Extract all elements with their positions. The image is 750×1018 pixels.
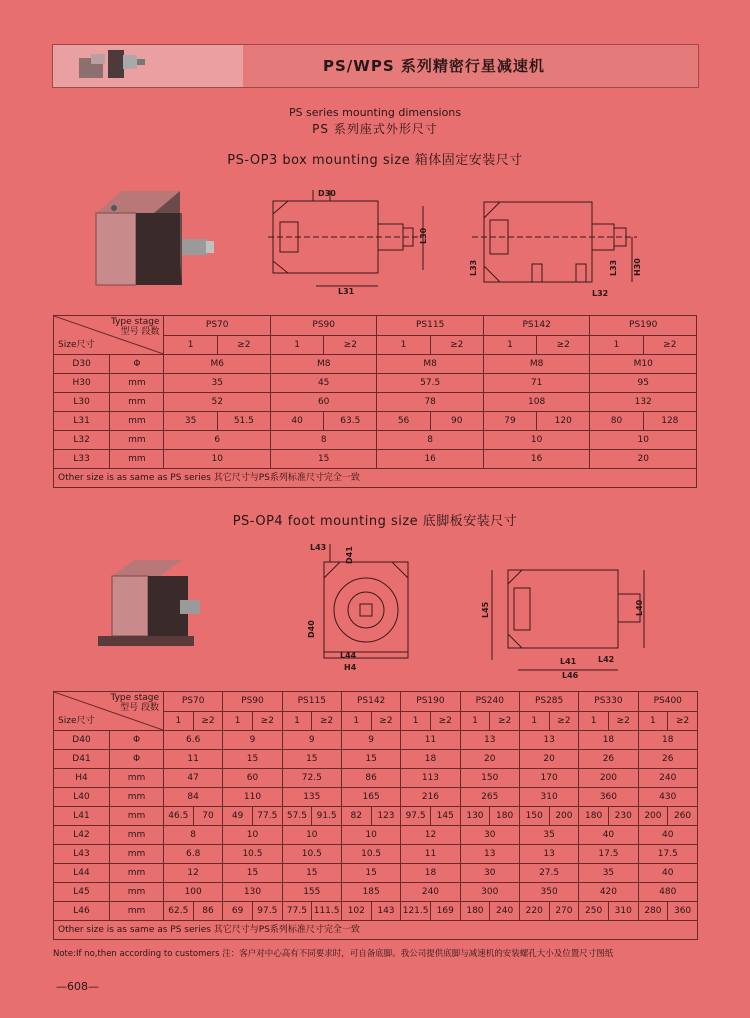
page-number: —608— [56, 980, 99, 993]
value-cell: 185 [341, 883, 400, 902]
value-cell: 16 [483, 450, 589, 469]
value-cell: 52 [164, 393, 270, 412]
value-cell: 97.5 [252, 902, 282, 921]
op4-size-table [53, 691, 698, 940]
value-cell: 200 [549, 807, 579, 826]
value-cell: 200 [638, 807, 668, 826]
row-unit: mm [110, 902, 164, 921]
value-cell: 15 [341, 750, 400, 769]
value-cell: 62.5 [164, 902, 194, 921]
value-cell: 9 [223, 731, 282, 750]
stage-cell: ≥2 [252, 711, 282, 731]
stage-cell: 1 [270, 335, 323, 355]
table-row-l40 [54, 788, 698, 807]
value-cell: 46.5 [164, 807, 194, 826]
op4-product-photo [94, 556, 206, 656]
row-name: L43 [54, 845, 110, 864]
header-title: PS/WPS 系列精密行星减速机 [323, 57, 545, 75]
row-unit: mm [110, 412, 164, 431]
value-cell: 111.5 [312, 902, 342, 921]
value-cell: 35 [164, 412, 217, 431]
footnote: Note:If no,then according to customers 注：客户对中心高有不同要求时，可自备底脚。我公司提供底脚与减速机的安装螺孔大小及位置尺寸图纸 [53, 949, 614, 959]
model-header-ps90: PS90 [270, 316, 376, 336]
value-cell: 15 [223, 750, 282, 769]
value-cell: 430 [638, 788, 697, 807]
table-row-l44 [54, 864, 698, 883]
subtitle-en: PS series mounting dimensions [288, 106, 462, 119]
value-cell: 69 [223, 902, 253, 921]
type-stage-label [111, 317, 160, 337]
value-cell: 56 [377, 412, 430, 431]
value-cell: 27.5 [519, 864, 578, 883]
dim-L32: L32 [592, 289, 609, 298]
row-unit: mm [110, 864, 164, 883]
value-cell: 121.5 [401, 902, 431, 921]
size-label: Size尺寸 [58, 340, 95, 350]
table-header-row [54, 316, 697, 336]
value-cell: 360 [668, 902, 698, 921]
row-unit: mm [110, 374, 164, 393]
row-name: L44 [54, 864, 110, 883]
value-cell: 45 [270, 374, 376, 393]
value-cell: 6 [164, 431, 270, 450]
model-header-ps142: PS142 [341, 692, 400, 712]
value-cell: 78 [377, 393, 483, 412]
value-cell: 240 [638, 769, 697, 788]
stage-cell: 1 [401, 711, 431, 731]
value-cell: 95 [590, 374, 697, 393]
row-unit: Φ [110, 355, 164, 374]
value-cell: 63.5 [324, 412, 377, 431]
stage-cell: ≥2 [608, 711, 638, 731]
stage-cell: 1 [460, 711, 490, 731]
value-cell: 18 [638, 731, 697, 750]
value-cell: 6.8 [164, 845, 223, 864]
value-cell: 145 [430, 807, 460, 826]
value-cell: 82 [341, 807, 371, 826]
row-name: L46 [54, 902, 110, 921]
value-cell: 35 [519, 826, 578, 845]
value-cell: 84 [164, 788, 223, 807]
dim-L41: L41 [560, 657, 577, 666]
dim-L43: L43 [310, 543, 327, 552]
value-cell: 11 [401, 731, 460, 750]
stage-cell: 1 [519, 711, 549, 731]
value-cell: 90 [430, 412, 483, 431]
value-cell: 15 [341, 864, 400, 883]
value-cell: 150 [519, 807, 549, 826]
table-row-l42 [54, 826, 698, 845]
value-cell: 9 [341, 731, 400, 750]
model-header-ps115: PS115 [282, 692, 341, 712]
value-cell: 10.5 [282, 845, 341, 864]
value-cell: 280 [638, 902, 668, 921]
model-header-ps142: PS142 [483, 316, 589, 336]
row-name: H30 [54, 374, 110, 393]
value-cell: 6.6 [164, 731, 223, 750]
value-cell: 77.5 [282, 902, 312, 921]
value-cell: 10 [223, 826, 282, 845]
row-name: L41 [54, 807, 110, 826]
value-cell: 18 [401, 750, 460, 769]
stage-cell: ≥2 [371, 711, 401, 731]
type-stage-label [110, 693, 159, 713]
stage-cell: 1 [377, 335, 430, 355]
model-header-ps190: PS190 [590, 316, 697, 336]
row-name: D30 [54, 355, 110, 374]
gearbox-thumbnail-image [53, 45, 243, 87]
value-cell: 8 [377, 431, 483, 450]
value-cell: 20 [460, 750, 519, 769]
dim-D41: D41 [345, 546, 354, 564]
value-cell: 310 [608, 902, 638, 921]
value-cell: 300 [460, 883, 519, 902]
dim-L30: L30 [419, 227, 428, 244]
value-cell: 110 [223, 788, 282, 807]
table-footer-row [54, 469, 697, 488]
table-row-h4 [54, 769, 698, 788]
row-name: D40 [54, 731, 110, 750]
stage-cell: ≥2 [430, 335, 483, 355]
value-cell: 10 [164, 450, 270, 469]
value-cell: 11 [164, 750, 223, 769]
value-cell: 86 [193, 902, 223, 921]
model-header-ps240: PS240 [460, 692, 519, 712]
row-unit: Φ [110, 750, 164, 769]
stage-cell: 1 [590, 335, 643, 355]
stage-cell: ≥2 [312, 711, 342, 731]
value-cell: 60 [270, 393, 376, 412]
table-corner-cell [54, 692, 164, 731]
value-cell: 12 [164, 864, 223, 883]
row-unit: mm [110, 807, 164, 826]
dim-D30: D30 [318, 189, 336, 198]
value-cell: 40 [638, 864, 697, 883]
value-cell: 220 [519, 902, 549, 921]
stage-cell: 1 [579, 711, 609, 731]
row-unit: Φ [110, 731, 164, 750]
value-cell: 8 [270, 431, 376, 450]
stage-cell: ≥2 [217, 335, 270, 355]
value-cell: 180 [490, 807, 520, 826]
value-cell: 30 [460, 864, 519, 883]
table-footer-note: Other size is as same as PS series 其它尺寸与PS系列标准尺寸完全一致 [54, 921, 698, 940]
table-row-d40 [54, 731, 698, 750]
row-name: L40 [54, 788, 110, 807]
value-cell: 260 [668, 807, 698, 826]
dim-L40: L40 [635, 599, 644, 616]
value-cell: 13 [519, 731, 578, 750]
row-unit: mm [110, 788, 164, 807]
stage-cell: 1 [638, 711, 668, 731]
value-cell: 86 [341, 769, 400, 788]
value-cell: 130 [460, 807, 490, 826]
value-cell: M8 [270, 355, 376, 374]
value-cell: 57.5 [282, 807, 312, 826]
model-header-ps90: PS90 [223, 692, 282, 712]
value-cell: 40 [638, 826, 697, 845]
value-cell: 130 [223, 883, 282, 902]
value-cell: 47 [164, 769, 223, 788]
value-cell: 265 [460, 788, 519, 807]
value-cell: 20 [519, 750, 578, 769]
table-row-l32 [54, 431, 697, 450]
value-cell: 200 [579, 769, 638, 788]
value-cell: 49 [223, 807, 253, 826]
model-header-ps400: PS400 [638, 692, 697, 712]
value-cell: 40 [270, 412, 323, 431]
op3-front-drawing [462, 196, 652, 302]
value-cell: 70 [193, 807, 223, 826]
row-unit: mm [110, 883, 164, 902]
value-cell: 143 [371, 902, 401, 921]
value-cell: 135 [282, 788, 341, 807]
value-cell: 35 [579, 864, 638, 883]
value-cell: 17.5 [579, 845, 638, 864]
row-unit: mm [110, 450, 164, 469]
row-name: L30 [54, 393, 110, 412]
stage-cell: ≥2 [193, 711, 223, 731]
value-cell: 40 [579, 826, 638, 845]
stage-cell: ≥2 [537, 335, 590, 355]
table-row-l45 [54, 883, 698, 902]
table-footer-row [54, 921, 698, 940]
value-cell: 30 [460, 826, 519, 845]
op3-size-table [53, 315, 697, 488]
model-header-ps330: PS330 [579, 692, 638, 712]
value-cell: 240 [401, 883, 460, 902]
value-cell: 57.5 [377, 374, 483, 393]
table-row-l41 [54, 807, 698, 826]
op3-side-drawing [268, 186, 443, 298]
row-name: D41 [54, 750, 110, 769]
section2-heading: PS-OP4 foot mounting size 底脚板安装尺寸 [232, 514, 518, 529]
row-unit: mm [110, 769, 164, 788]
dim-H4: H4 [344, 663, 357, 672]
dim-L33-right: L33 [609, 259, 618, 276]
stage-cell: 1 [341, 711, 371, 731]
value-cell: 150 [460, 769, 519, 788]
value-cell: 250 [579, 902, 609, 921]
row-unit: mm [110, 431, 164, 450]
table-row-d41 [54, 750, 698, 769]
op4-front-drawing [300, 538, 420, 674]
value-cell: 13 [460, 731, 519, 750]
value-cell: 79 [483, 412, 536, 431]
value-cell: 18 [401, 864, 460, 883]
stage-cell: ≥2 [668, 711, 698, 731]
value-cell: 20 [590, 450, 697, 469]
value-cell: 180 [579, 807, 609, 826]
row-unit: mm [110, 826, 164, 845]
op3-product-photo [88, 183, 220, 289]
row-name: L45 [54, 883, 110, 902]
value-cell: 60 [223, 769, 282, 788]
size-label: Size尺寸 [58, 716, 95, 726]
value-cell: 15 [270, 450, 376, 469]
model-header-ps190: PS190 [401, 692, 460, 712]
dim-H30: H30 [633, 258, 642, 276]
value-cell: 18 [579, 731, 638, 750]
value-cell: 71 [483, 374, 589, 393]
table-row-l30 [54, 393, 697, 412]
stage-cell: 1 [164, 711, 194, 731]
table-header-row [54, 692, 698, 712]
value-cell: 155 [282, 883, 341, 902]
value-cell: 72.5 [282, 769, 341, 788]
table-row-h30 [54, 374, 697, 393]
value-cell: 10 [483, 431, 589, 450]
stage-cell: ≥2 [643, 335, 696, 355]
value-cell: M8 [377, 355, 483, 374]
value-cell: 11 [401, 845, 460, 864]
value-cell: 80 [590, 412, 643, 431]
value-cell: 270 [549, 902, 579, 921]
value-cell: 180 [460, 902, 490, 921]
value-cell: 108 [483, 393, 589, 412]
page-header [52, 44, 699, 88]
row-unit: mm [110, 393, 164, 412]
value-cell: 240 [490, 902, 520, 921]
dim-L31: L31 [338, 287, 355, 296]
value-cell: 15 [282, 864, 341, 883]
value-cell: 77.5 [252, 807, 282, 826]
row-unit: mm [110, 845, 164, 864]
value-cell: 420 [579, 883, 638, 902]
value-cell: 51.5 [217, 412, 270, 431]
value-cell: 120 [537, 412, 590, 431]
stage-cell: 1 [164, 335, 217, 355]
model-header-ps70: PS70 [164, 316, 270, 336]
stage-cell: ≥2 [324, 335, 377, 355]
value-cell: 26 [579, 750, 638, 769]
value-cell: M8 [483, 355, 589, 374]
dim-L46: L46 [562, 671, 579, 680]
value-cell: 10 [341, 826, 400, 845]
stage-cell: 1 [223, 711, 253, 731]
dim-L45: L45 [481, 601, 490, 618]
value-cell: 350 [519, 883, 578, 902]
dim-L33-left: L33 [469, 259, 478, 276]
value-cell: 128 [643, 412, 696, 431]
value-cell: 480 [638, 883, 697, 902]
section1-heading: PS-OP3 box mounting size 箱体固定安装尺寸 [227, 153, 523, 168]
value-cell: 10.5 [341, 845, 400, 864]
value-cell: 15 [282, 750, 341, 769]
row-name: L31 [54, 412, 110, 431]
value-cell: 132 [590, 393, 697, 412]
table-row-d30 [54, 355, 697, 374]
value-cell: 16 [377, 450, 483, 469]
value-cell: 310 [519, 788, 578, 807]
value-cell: 26 [638, 750, 697, 769]
model-header-ps285: PS285 [519, 692, 578, 712]
type-stage-cn: 型号 段数 [120, 703, 159, 713]
value-cell: 10.5 [223, 845, 282, 864]
value-cell: 169 [430, 902, 460, 921]
row-name: L42 [54, 826, 110, 845]
op4-side-drawing [478, 560, 654, 682]
value-cell: 8 [164, 826, 223, 845]
stage-cell: 1 [282, 711, 312, 731]
value-cell: M10 [590, 355, 697, 374]
value-cell: 10 [282, 826, 341, 845]
value-cell: 165 [341, 788, 400, 807]
type-stage-cn: 型号 段数 [120, 327, 160, 337]
value-cell: 35 [164, 374, 270, 393]
value-cell: 360 [579, 788, 638, 807]
value-cell: 102 [341, 902, 371, 921]
value-cell: 91.5 [312, 807, 342, 826]
model-header-ps70: PS70 [164, 692, 223, 712]
value-cell: 216 [401, 788, 460, 807]
dim-L42: L42 [598, 655, 615, 664]
value-cell: 15 [223, 864, 282, 883]
value-cell: 230 [608, 807, 638, 826]
stage-cell: ≥2 [549, 711, 579, 731]
value-cell: 123 [371, 807, 401, 826]
value-cell: 9 [282, 731, 341, 750]
subtitle-cn: PS 系列座式外形尺寸 [312, 122, 438, 136]
dim-D40: D40 [307, 620, 316, 638]
value-cell: 10 [590, 431, 697, 450]
table-row-l31 [54, 412, 697, 431]
model-header-ps115: PS115 [377, 316, 483, 336]
value-cell: 113 [401, 769, 460, 788]
table-corner-cell [54, 316, 164, 355]
table-row-l33 [54, 450, 697, 469]
type-stage-en: Type stage [110, 317, 160, 327]
value-cell: 17.5 [638, 845, 697, 864]
stage-cell: 1 [483, 335, 536, 355]
dim-L44: L44 [340, 651, 357, 660]
table-footer-note: Other size is as same as PS series 其它尺寸与PS系列标准尺寸完全一致 [54, 469, 697, 488]
value-cell: 13 [519, 845, 578, 864]
row-name: L33 [54, 450, 110, 469]
value-cell: 12 [401, 826, 460, 845]
stage-cell: ≥2 [490, 711, 520, 731]
value-cell: 170 [519, 769, 578, 788]
stage-cell: ≥2 [430, 711, 460, 731]
value-cell: 97.5 [401, 807, 431, 826]
type-stage-en: Type stage [110, 693, 159, 703]
value-cell: M6 [164, 355, 270, 374]
row-name: H4 [54, 769, 110, 788]
table-row-l43 [54, 845, 698, 864]
value-cell: 13 [460, 845, 519, 864]
row-name: L32 [54, 431, 110, 450]
value-cell: 100 [164, 883, 223, 902]
table-row-l46 [54, 902, 698, 921]
